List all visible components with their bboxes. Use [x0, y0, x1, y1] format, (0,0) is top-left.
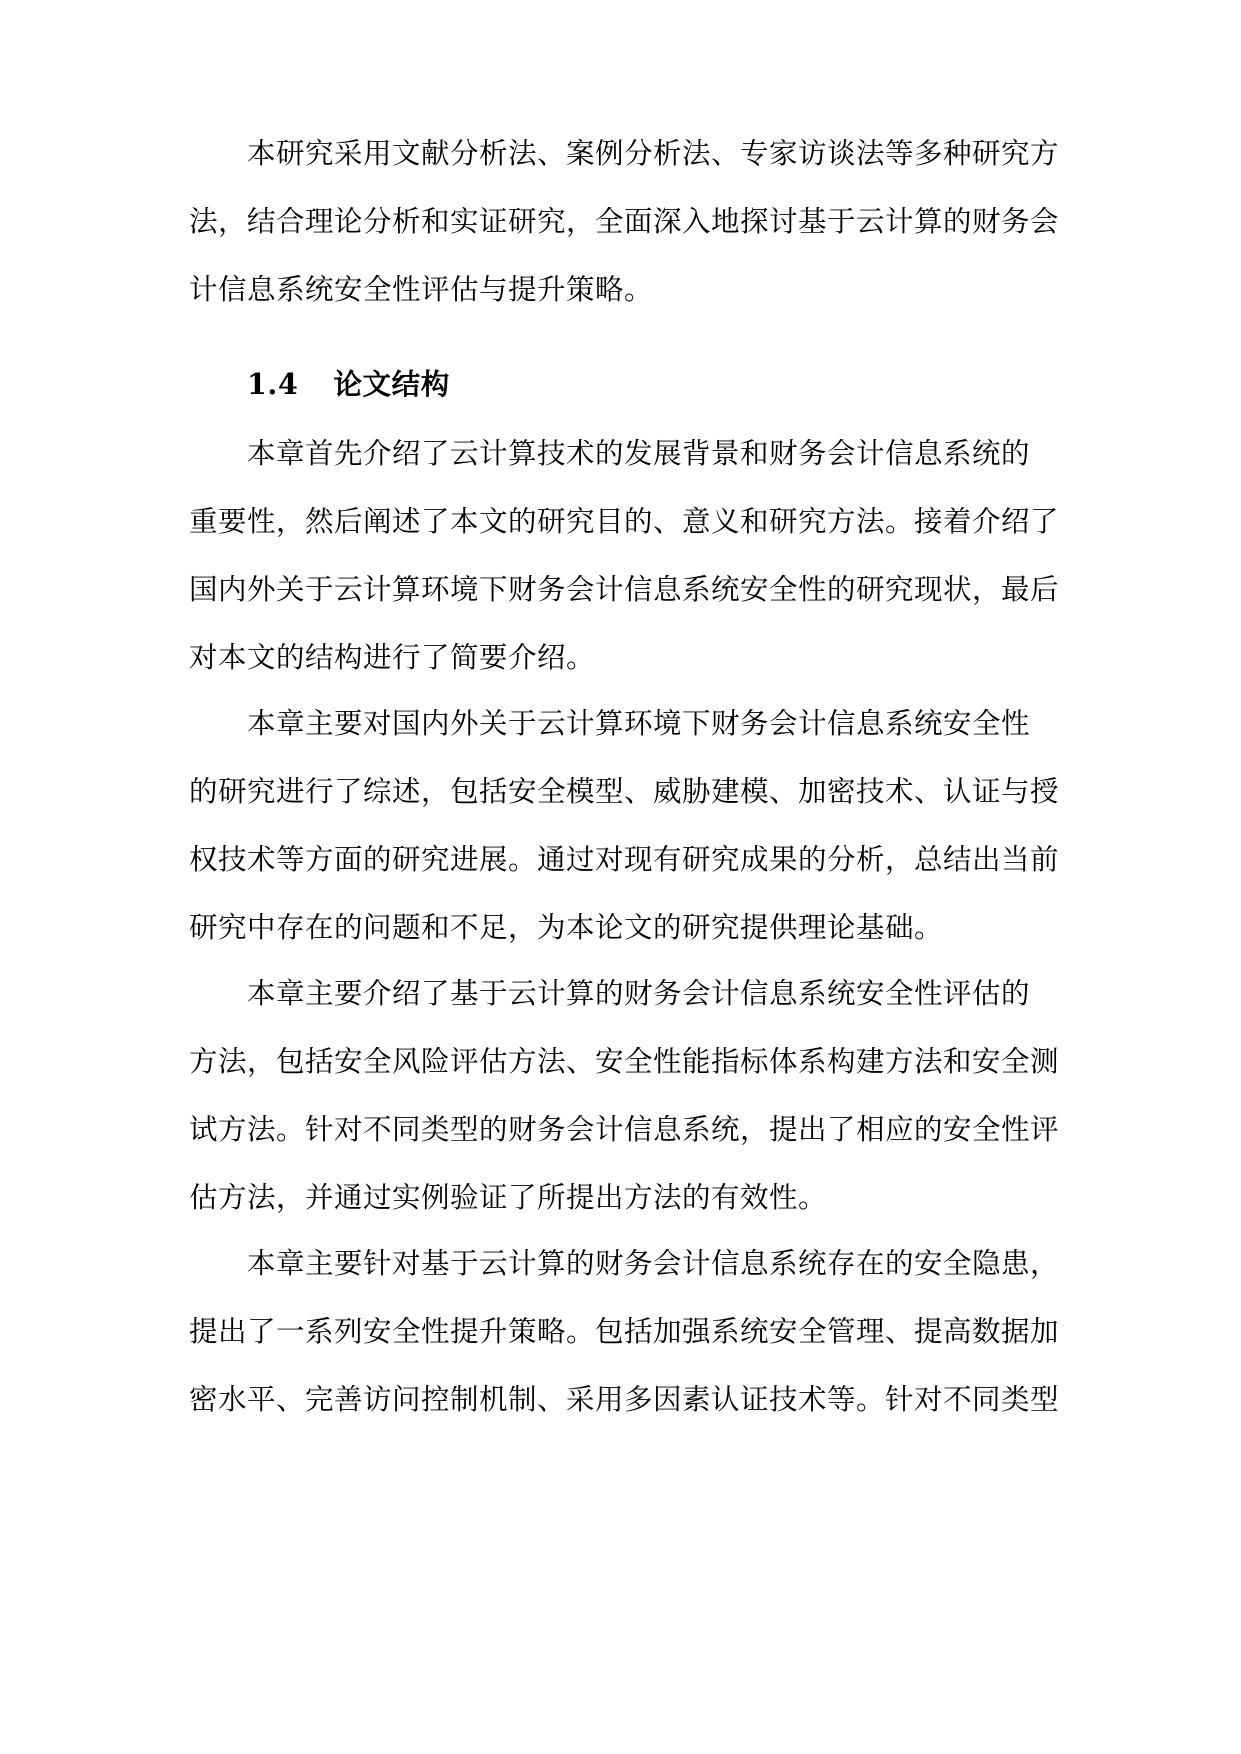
section-4-line-2: 提出了一系列安全性提升策略。包括加强系统安全管理、提高数据加 [189, 1315, 1060, 1348]
paragraph-1-line-1: 本研究采用文献分析法、案例分析法、专家访谈法等多种研究方 [247, 137, 1060, 170]
section-1-line-4: 对本文的结构进行了简要介绍。 [189, 641, 596, 674]
section-1-line-2: 重要性，然后阐述了本文的研究目的、意义和研究方法。接着介绍了 [189, 505, 1060, 538]
section-3-line-2: 方法，包括安全风险评估方法、安全性能指标体系构建方法和安全测 [189, 1045, 1060, 1078]
section-2-line-2: 的研究进行了综述，包括安全模型、威胁建模、加密技术、认证与授 [189, 775, 1060, 808]
paragraph-1-line-2: 法，结合理论分析和实证研究，全面深入地探讨基于云计算的财务会 [189, 205, 1060, 238]
section-3-line-3: 试方法。针对不同类型的财务会计信息系统，提出了相应的安全性评 [189, 1113, 1060, 1146]
section-2-line-4: 研究中存在的问题和不足，为本论文的研究提供理论基础。 [189, 911, 944, 944]
section-2-line-1: 本章主要对国内外关于云计算环境下财务会计信息系统安全性 [247, 707, 1031, 740]
section-heading [0, 354, 1241, 414]
section-4-line-1: 本章主要针对基于云计算的财务会计信息系统存在的安全隐患， [247, 1247, 1060, 1280]
section-heading-title: 论文结构 [333, 367, 450, 401]
section-4-line-3: 密水平、完善访问控制机制、采用多因素认证技术等。针对不同类型 [189, 1383, 1060, 1416]
section-1-line-1: 本章首先介绍了云计算技术的发展背景和财务会计信息系统的 [247, 437, 1031, 470]
section-3-line-1: 本章主要介绍了基于云计算的财务会计信息系统安全性评估的 [247, 977, 1031, 1010]
section-2-line-3: 权技术等方面的研究进展。通过对现有研究成果的分析，总结出当前 [189, 843, 1060, 876]
paragraph-1-line-3: 计信息系统安全性评估与提升策略。 [189, 273, 654, 306]
section-1-line-3: 国内外关于云计算环境下财务会计信息系统安全性的研究现状，最后 [189, 573, 1060, 606]
section-heading-number: 1.4 [247, 367, 299, 401]
section-3-line-4: 估方法，并通过实例验证了所提出方法的有效性。 [189, 1181, 828, 1214]
